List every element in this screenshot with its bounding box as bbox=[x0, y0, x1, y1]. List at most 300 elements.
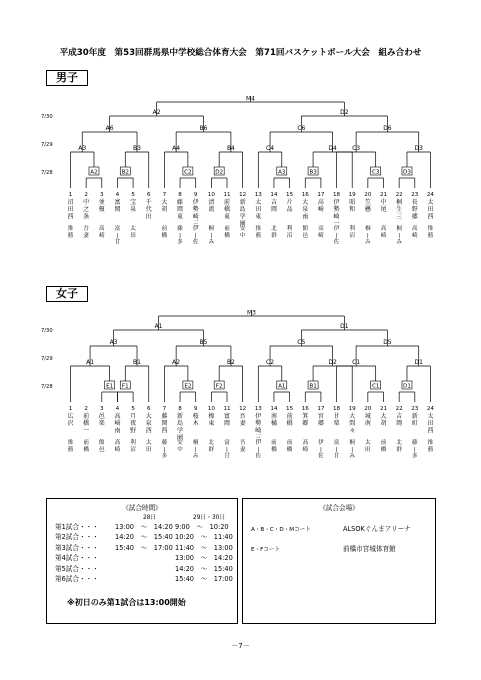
girls-team-name: 藤 bbox=[161, 413, 168, 420]
girls-team-name: 崎 bbox=[255, 427, 262, 435]
girls-team-name: 南 bbox=[364, 420, 371, 428]
girls-team-region: 薦 bbox=[67, 446, 74, 453]
girls-team-name: 高 bbox=[114, 413, 121, 420]
girls-team-region: | bbox=[194, 446, 197, 453]
boys-team-number: 2 bbox=[84, 192, 88, 198]
boys-team-name: 長 bbox=[411, 199, 418, 206]
boys-team-region: 推 bbox=[67, 226, 74, 232]
boys-team-name: 片 bbox=[286, 199, 293, 206]
girls-team-name: 伊 bbox=[255, 413, 262, 420]
boys-team-name: 大 bbox=[161, 199, 168, 206]
boys-team-region: 富 bbox=[114, 226, 121, 232]
boys-team-region: 高 bbox=[380, 226, 387, 232]
boys-team-name: 高 bbox=[317, 199, 324, 206]
girls-team-region: | bbox=[257, 446, 260, 453]
boys-team-region: 桐 bbox=[208, 226, 215, 232]
boys-team-region: 崎 bbox=[411, 232, 418, 239]
boys-r8-label: A3 bbox=[78, 145, 87, 152]
girls-team-region: 橋 bbox=[83, 446, 89, 453]
girls-team-region: | bbox=[335, 446, 338, 453]
boys-team-number: 7 bbox=[162, 192, 167, 198]
girls-section-label: 女子 bbox=[46, 286, 88, 302]
boys-team-region: 高 bbox=[411, 226, 418, 232]
boys-team-name: 南 bbox=[302, 213, 309, 221]
girls-team-number: 13 bbox=[254, 406, 262, 412]
boys-team-name: 胡 bbox=[161, 206, 168, 214]
boys-team-name: 岡 bbox=[114, 206, 121, 214]
schedule-col-29-30: 29日・30日 bbox=[193, 515, 226, 521]
girls-r16-label: A1 bbox=[278, 383, 286, 390]
boys-team-name: 三 bbox=[192, 220, 199, 228]
venue-courts-2: E・Fコート bbox=[251, 547, 281, 553]
boys-team-region: | bbox=[335, 232, 338, 239]
girls-team-region: | bbox=[226, 446, 228, 453]
girls-final-label: M3 bbox=[246, 309, 256, 317]
girls-team-name: 岡 bbox=[161, 420, 168, 428]
boys-team-region: | bbox=[194, 232, 197, 239]
boys-team-region: 館 bbox=[302, 226, 309, 232]
boys-r16-label: B2 bbox=[121, 169, 129, 176]
girls-team-name: 城 bbox=[364, 413, 371, 420]
girls-r16-label: E1 bbox=[106, 383, 114, 390]
boys-team-region: 吾 bbox=[83, 226, 89, 232]
girls-r8-label: A2 bbox=[172, 359, 181, 366]
girls-team-name: 榛 bbox=[208, 413, 215, 420]
boys-team-name: 清 bbox=[208, 199, 215, 206]
girls-team-region: 甘 bbox=[333, 453, 340, 460]
boys-final-label: M4 bbox=[245, 95, 255, 103]
boys-team-name: 中 bbox=[380, 199, 387, 206]
girls-team-region: 北 bbox=[396, 440, 402, 446]
boys-team-number: 14 bbox=[270, 192, 278, 198]
girls-team-number: 14 bbox=[270, 406, 278, 412]
boys-team-name: 和 bbox=[349, 206, 356, 214]
schedule-row-label: 第6試合・・・ bbox=[55, 575, 99, 583]
girls-team-region: 推 bbox=[427, 440, 434, 446]
boys-team-number: 20 bbox=[364, 192, 372, 198]
boys-team-name: 田 bbox=[145, 213, 152, 221]
girls-team-region: 田 bbox=[365, 446, 371, 453]
boys-team-name: 岡 bbox=[177, 206, 184, 214]
boys-team-number: 11 bbox=[223, 192, 231, 198]
girls-team-name: 崎 bbox=[114, 420, 121, 428]
boys-r16-label: A2 bbox=[90, 169, 98, 176]
date-label-7-30: 7/30 bbox=[41, 328, 53, 334]
girls-team-number: 3 bbox=[100, 406, 104, 412]
boys-team-region: 桐 bbox=[396, 226, 402, 232]
schedule-row-label: 第4試合・・・ bbox=[55, 554, 99, 563]
girls-team-region: 崎 bbox=[302, 446, 309, 453]
girls-team-number: 23 bbox=[411, 406, 419, 412]
girls-team-region: 橋 bbox=[286, 446, 293, 453]
girls-team-region: 藤 bbox=[161, 440, 168, 446]
girls-team-number: 12 bbox=[239, 406, 247, 412]
boys-team-name: 一 bbox=[333, 220, 340, 228]
girls-team-region: 高 bbox=[302, 440, 309, 446]
girls-r16-label: F1 bbox=[121, 383, 129, 390]
schedule-row-time-29-30: 13:00 ～ 14:20 bbox=[175, 554, 233, 563]
schedule-row-time-28: 14:20 ～ 15:40 bbox=[115, 533, 173, 542]
schedule-box bbox=[46, 498, 238, 624]
girls-team-name: 邑 bbox=[98, 413, 105, 420]
girls-team-number: 22 bbox=[395, 406, 403, 412]
girls-team-name: 岡 bbox=[223, 420, 231, 428]
boys-team-region: み bbox=[396, 239, 402, 246]
boys-team-name: 富 bbox=[114, 199, 121, 206]
boys-team-name: 郷 bbox=[411, 213, 418, 221]
girls-team-name: 野 bbox=[130, 427, 137, 435]
girls-team-name: 一 bbox=[83, 427, 90, 435]
girls-team-region: 太 bbox=[145, 440, 152, 446]
date-label-7-30: 7/30 bbox=[41, 114, 53, 120]
boys-team-region: 妻 bbox=[83, 232, 89, 239]
girls-team-name: 桜 bbox=[192, 413, 199, 420]
boys-team-region: 崎 bbox=[380, 232, 387, 239]
boys-team-name: 勢 bbox=[333, 206, 340, 214]
girls-team-number: 21 bbox=[379, 406, 388, 412]
schedule-row-label: 第5試合・・・ bbox=[55, 564, 99, 573]
girls-team-region: 前 bbox=[380, 440, 387, 446]
girls-team-name: 富 bbox=[223, 413, 231, 420]
boys-team-region: 中 bbox=[239, 232, 246, 239]
girls-team-region: 群 bbox=[396, 446, 402, 453]
girls-team-name: 胡 bbox=[380, 420, 387, 428]
girls-team-name: 前 bbox=[83, 413, 90, 420]
boys-team-name: 橋 bbox=[223, 206, 231, 214]
boys-team-name: 桐 bbox=[396, 199, 403, 206]
girls-r8-label: C1 bbox=[352, 359, 361, 366]
boys-team-name: 千 bbox=[145, 199, 152, 206]
boys-team-region: 佐 bbox=[333, 239, 340, 246]
boys-team-number: 16 bbox=[301, 192, 309, 198]
boys-team-number: 1 bbox=[68, 192, 73, 198]
boys-team-number: 3 bbox=[100, 192, 104, 198]
schedule-row-time-29-30: 15:40 ～ 17:00 bbox=[175, 575, 233, 583]
boys-team-name: 西 bbox=[427, 213, 434, 221]
girls-team-region: 富 bbox=[224, 440, 230, 446]
girls-team-name: 郷 bbox=[302, 420, 309, 428]
girls-r8-label: A1 bbox=[86, 359, 95, 366]
girls-team-region: 推 bbox=[67, 440, 74, 446]
boys-team-region: 安 bbox=[239, 226, 246, 232]
boys-team-number: 13 bbox=[254, 192, 262, 198]
boys-team-region: 太 bbox=[130, 226, 136, 232]
boys-team-name: 泉 bbox=[130, 206, 137, 214]
schedule-col-28: 28日 bbox=[143, 515, 157, 521]
boys-team-name: 榎 bbox=[98, 206, 105, 214]
boys-team-number: 6 bbox=[146, 192, 151, 198]
boys-team-region: 沼 bbox=[286, 232, 293, 239]
boys-team-number: 4 bbox=[115, 192, 120, 198]
boys-team-region: 伊 bbox=[192, 226, 199, 232]
girls-r8-label: B1 bbox=[133, 359, 141, 366]
girls-team-region: 館 bbox=[98, 440, 105, 446]
boys-team-name: 崎 bbox=[317, 206, 324, 214]
girls-team-region: み bbox=[349, 453, 356, 460]
boys-team-number: 17 bbox=[317, 192, 325, 198]
boys-team-region: 佐 bbox=[192, 239, 199, 246]
girls-team-name: 南 bbox=[270, 413, 277, 420]
schedule-row-label: 第1試合・・・ bbox=[55, 523, 99, 531]
girls-team-region: 桐 bbox=[192, 440, 199, 446]
boys-team-name: 生 bbox=[396, 206, 403, 214]
girls-team-name: 橋 bbox=[286, 420, 293, 428]
boys-qf-label: B6 bbox=[199, 125, 208, 132]
girls-team-name: 郷 bbox=[317, 420, 324, 428]
boys-team-name: 泉 bbox=[302, 206, 309, 214]
boys-team-region: 高 bbox=[318, 226, 324, 232]
girls-team-name: 岡 bbox=[396, 420, 403, 428]
girls-team-number: 7 bbox=[162, 406, 167, 412]
girls-qf-label: B5 bbox=[199, 339, 208, 346]
girls-team-region: 北 bbox=[208, 440, 215, 446]
girls-r8-label: C2 bbox=[266, 359, 275, 366]
girls-team-name: 夜 bbox=[130, 420, 137, 428]
boys-team-number: 10 bbox=[207, 192, 215, 198]
girls-team-name: 妻 bbox=[239, 420, 246, 428]
boys-team-region: み bbox=[365, 239, 371, 246]
boys-team-region: 利 bbox=[349, 226, 356, 232]
girls-qf-label: C5 bbox=[297, 339, 306, 346]
boys-team-name: 園 bbox=[239, 220, 246, 228]
girls-team-region: 妻 bbox=[239, 446, 246, 453]
girls-team-name: 箕 bbox=[302, 413, 309, 420]
girls-team-name: 間 bbox=[349, 420, 356, 428]
boys-team-name: 東 bbox=[223, 213, 231, 221]
date-label-7-28: 7/28 bbox=[41, 170, 53, 176]
boys-r8-label: B4 bbox=[226, 145, 235, 152]
venue-box bbox=[242, 498, 436, 624]
boys-team-name: 前 bbox=[223, 199, 231, 206]
girls-team-name: 西 bbox=[145, 427, 152, 435]
boys-team-region: 薦 bbox=[255, 232, 262, 239]
boys-sf-label: A2 bbox=[152, 109, 161, 116]
girls-team-number: 19 bbox=[348, 406, 356, 412]
schedule-row-time-29-30: 10:20 ～ 11:40 bbox=[175, 533, 233, 542]
boys-team-name: 吉 bbox=[270, 199, 277, 206]
girls-team-name: 西 bbox=[161, 427, 168, 435]
girls-team-region: 藤 bbox=[411, 440, 418, 446]
girls-team-name: 大 bbox=[349, 413, 356, 420]
boys-team-region: 前 bbox=[224, 226, 230, 232]
girls-team-name: 広 bbox=[67, 413, 74, 420]
girls-team-name: 沢 bbox=[67, 420, 74, 428]
boys-team-region: | bbox=[179, 232, 181, 239]
boys-team-region: 高 bbox=[98, 226, 105, 232]
boys-team-region: | bbox=[398, 232, 401, 239]
boys-team-region: | bbox=[116, 232, 119, 239]
boys-qf-label: A6 bbox=[105, 125, 114, 132]
girls-qf-label: D5 bbox=[383, 339, 392, 346]
boys-r16-label: D3 bbox=[403, 169, 411, 176]
boys-r16-label: D2 bbox=[215, 169, 224, 176]
boys-team-name: 笠 bbox=[364, 199, 371, 206]
girls-team-number: 16 bbox=[301, 406, 309, 412]
girls-team-region: | bbox=[163, 446, 166, 453]
schedule-row-time-29-30: 9:00 ～ 10:20 bbox=[175, 523, 229, 531]
girls-team-region: 高 bbox=[114, 440, 121, 446]
girls-team-region: 甘 bbox=[224, 453, 230, 460]
girls-team-region: | bbox=[413, 446, 416, 453]
boys-r16-label: B3 bbox=[309, 169, 317, 176]
girls-team-name: 田 bbox=[427, 420, 434, 428]
boys-team-region: 伊 bbox=[333, 226, 340, 232]
girls-team-region: 橋 bbox=[380, 446, 387, 453]
girls-team-number: 2 bbox=[84, 406, 88, 412]
girls-team-region: 邑 bbox=[98, 446, 105, 453]
boys-team-region: 薦 bbox=[427, 232, 434, 239]
girls-team-name: 大 bbox=[145, 413, 152, 420]
girls-team-region: 佐 bbox=[255, 453, 262, 460]
girls-team-region: 薦 bbox=[427, 446, 434, 453]
boys-team-region: 橋 bbox=[161, 232, 168, 239]
boys-section-label: 男子 bbox=[46, 70, 88, 86]
boys-r8-label: D3 bbox=[414, 145, 423, 152]
boys-team-name: 太 bbox=[427, 199, 434, 206]
boys-team-region: 甘 bbox=[114, 239, 121, 246]
girls-team-region: 前 bbox=[83, 440, 89, 446]
boys-team-region: 藤 bbox=[177, 226, 183, 232]
girls-team-name: 泉 bbox=[145, 420, 152, 428]
boys-team-name: 伊 bbox=[192, 199, 199, 206]
boys-team-name: 宝 bbox=[130, 199, 137, 206]
boys-team-number: 8 bbox=[178, 192, 182, 198]
boys-team-name: 田 bbox=[427, 206, 434, 214]
boys-team-name: 勢 bbox=[192, 206, 199, 214]
girls-team-region: 吾 bbox=[239, 440, 246, 446]
schedule-row-label: 第2試合・・・ bbox=[55, 533, 99, 542]
girls-team-name: 東 bbox=[208, 420, 215, 428]
girls-team-region: 富 bbox=[333, 440, 340, 446]
girls-team-region: 沼 bbox=[130, 446, 136, 453]
boys-team-name: 中 bbox=[83, 199, 90, 206]
girls-team-name: 甘 bbox=[333, 413, 340, 420]
venue-name-2: 前橋市宮城体育館 bbox=[343, 545, 396, 553]
girls-team-region: 太 bbox=[365, 440, 371, 446]
boys-team-region: 推 bbox=[255, 226, 262, 232]
girls-team-name: 新 bbox=[177, 413, 184, 420]
girls-qf-label: A3 bbox=[109, 339, 118, 346]
venue-title: 《試合会場》 bbox=[319, 504, 359, 512]
boys-team-name: 大 bbox=[302, 199, 309, 206]
boys-team-region: 推 bbox=[427, 226, 434, 232]
boys-qf-label: D6 bbox=[383, 125, 392, 132]
boys-team-name: 田 bbox=[255, 206, 262, 214]
boys-team-name: 崎 bbox=[333, 213, 340, 221]
girls-team-number: 17 bbox=[317, 406, 325, 412]
girls-team-region: 田 bbox=[145, 446, 152, 453]
boys-team-name: 太 bbox=[255, 199, 262, 206]
boys-team-name: 学 bbox=[239, 213, 246, 221]
boys-team-name: 之 bbox=[83, 206, 90, 214]
girls-team-number: 15 bbox=[286, 406, 294, 412]
boys-r16-label: C3 bbox=[371, 169, 380, 176]
page-title: 平成30年度 第53回群馬県中学校総合体育大会 第71回バスケットボール大会 組み合わせ bbox=[59, 48, 422, 58]
girls-team-name: 町 bbox=[411, 420, 418, 428]
girls-team-region: 前 bbox=[286, 440, 293, 446]
girls-team-region: 桐 bbox=[349, 440, 356, 446]
boys-team-region: | bbox=[366, 232, 369, 239]
boys-team-region: 前 bbox=[161, 226, 168, 232]
boys-team-region: 邑 bbox=[302, 232, 309, 239]
boys-team-region: 崎 bbox=[98, 232, 105, 239]
girls-team-name: 大 bbox=[380, 413, 387, 420]
boys-team-region: 田 bbox=[130, 232, 136, 239]
girls-team-number: 20 bbox=[364, 406, 372, 412]
boys-team-region: | bbox=[210, 232, 213, 239]
girls-team-number: 1 bbox=[68, 406, 73, 412]
girls-team-name: 楽 bbox=[98, 420, 105, 428]
girls-sf-label: A1 bbox=[154, 323, 163, 330]
boys-team-number: 24 bbox=[426, 192, 435, 198]
boys-team-region: 北 bbox=[271, 226, 277, 232]
girls-team-number: 4 bbox=[115, 406, 120, 412]
boys-team-number: 19 bbox=[348, 192, 356, 198]
girls-team-name: 木 bbox=[192, 420, 199, 428]
date-label-7-29: 7/29 bbox=[41, 142, 53, 148]
boys-r8-label: A4 bbox=[172, 145, 181, 152]
girls-team-name: 前 bbox=[286, 413, 293, 420]
girls-team-name: 新 bbox=[411, 413, 418, 420]
girls-team-region: 安 bbox=[177, 440, 183, 446]
boys-team-name: 代 bbox=[145, 206, 152, 214]
girls-team-region: 群 bbox=[208, 446, 215, 453]
girls-team-name: 橘 bbox=[270, 420, 277, 428]
schedule-row-label: 第3試合・・・ bbox=[55, 543, 99, 552]
girls-r16-label: E2 bbox=[184, 383, 192, 390]
girls-team-name: 楽 bbox=[333, 420, 340, 428]
boys-r16-label: A3 bbox=[278, 169, 286, 176]
boys-team-name: 藤 bbox=[177, 199, 184, 206]
venue-courts-1: A・B・C・D・Mコート bbox=[251, 527, 311, 533]
boys-team-name: 昭 bbox=[349, 199, 356, 206]
girls-team-region: み bbox=[192, 453, 199, 460]
girls-team-region: 多 bbox=[161, 453, 168, 460]
boys-team-name: 懸 bbox=[364, 206, 371, 214]
boys-team-region: 桐 bbox=[365, 226, 371, 232]
boys-team-name: 島 bbox=[239, 206, 246, 214]
page-number: －7－ bbox=[231, 642, 250, 650]
boys-r16-label: C2 bbox=[184, 169, 192, 176]
girls-team-region: 多 bbox=[411, 453, 418, 460]
boys-team-name: 条 bbox=[83, 213, 90, 221]
boys-team-number: 9 bbox=[193, 192, 198, 198]
boys-r8-label: C4 bbox=[266, 145, 275, 152]
girls-team-name: 南 bbox=[114, 427, 121, 435]
boys-team-name: 東 bbox=[255, 213, 262, 221]
girls-team-name: 太 bbox=[427, 413, 434, 420]
boys-team-name: 新 bbox=[239, 199, 246, 206]
boys-team-name: 田 bbox=[67, 206, 74, 214]
girls-r8-label: D2 bbox=[328, 359, 337, 366]
boys-team-name: 伊 bbox=[333, 199, 340, 206]
boys-team-number: 12 bbox=[239, 192, 247, 198]
girls-team-number: 5 bbox=[131, 406, 135, 412]
girls-team-name: 西 bbox=[427, 427, 434, 435]
boys-team-name: 並 bbox=[98, 199, 105, 206]
boys-team-region: み bbox=[208, 239, 215, 246]
date-label-7-28: 7/28 bbox=[41, 384, 53, 390]
girls-r16-label: B1 bbox=[309, 383, 317, 390]
girls-team-name: 勢 bbox=[255, 420, 262, 428]
girls-r8-label: B2 bbox=[226, 359, 235, 366]
girls-team-name: 島 bbox=[177, 420, 184, 428]
boys-team-name: 三 bbox=[396, 213, 403, 221]
girls-team-region: 中 bbox=[177, 446, 183, 453]
girls-team-name: 学 bbox=[177, 427, 184, 435]
girls-team-name: 園 bbox=[177, 434, 184, 442]
boys-team-region: 薦 bbox=[67, 232, 74, 239]
